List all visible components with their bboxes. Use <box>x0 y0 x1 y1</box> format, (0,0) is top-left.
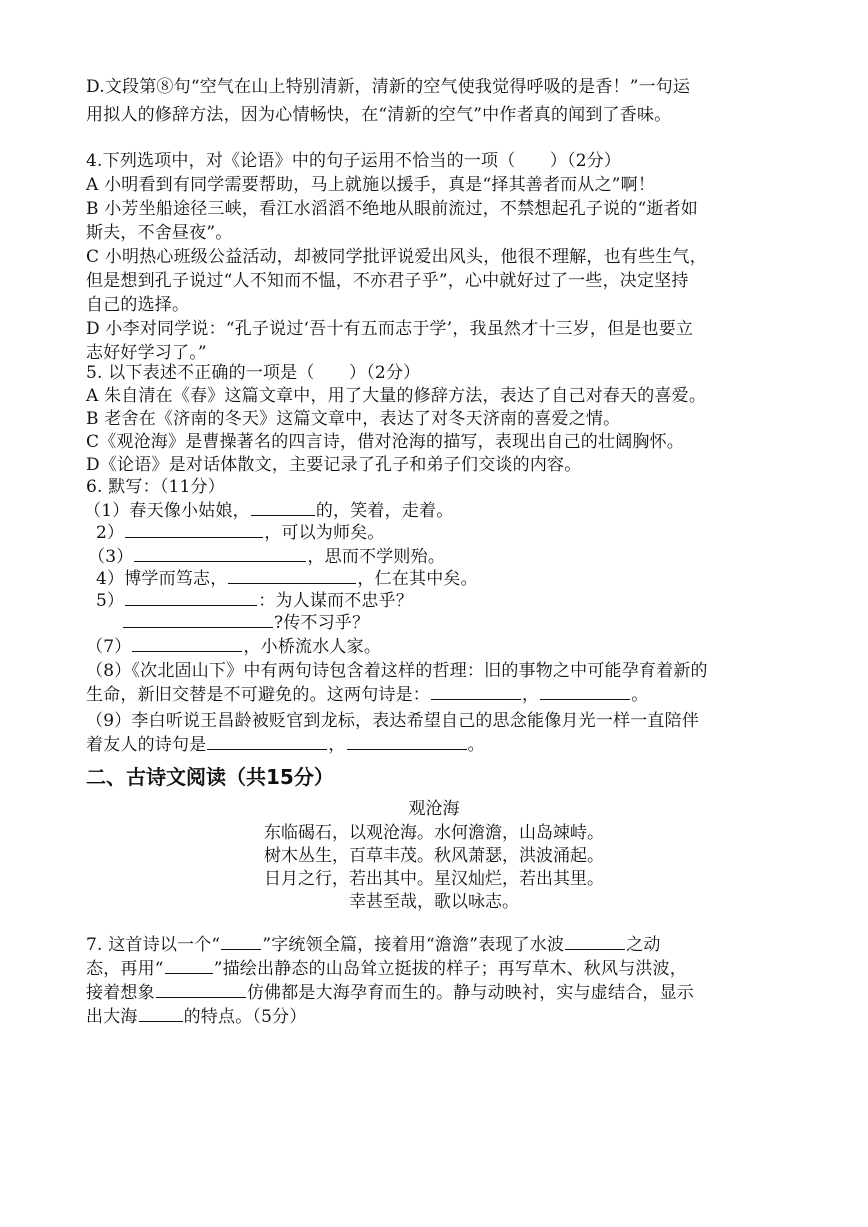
q6-item-1-blank[interactable] <box>251 500 315 516</box>
poem-line-3: 日月之行，若出其中。星汉灿烂，若出其里。 <box>264 869 604 889</box>
q5-option-b: B 老舍在《济南的冬天》这篇文章中，表达了对冬天济南的喜爱之情。 <box>86 409 621 429</box>
q6-item-5b <box>122 612 369 634</box>
q6-item-1-prefix: （1）春天像小姑娘， <box>84 501 250 521</box>
q6-item-9-blank-2[interactable] <box>347 734 467 750</box>
q6-item-4-prefix: 4）博学而笃志， <box>96 569 228 589</box>
q4-option-b-line2: 斯夫，不舍昼夜”。 <box>86 223 233 243</box>
q5-stem: 5. 以下表述不正确的一项是（ ）（2分） <box>86 363 421 383</box>
q6-item-9-line1: （9）李白听说王昌龄被贬官到龙标，表达希望自己的思念能像月光一样一直陪伴 <box>86 711 700 731</box>
q6-stem: 6. 默写：（11分） <box>86 477 225 497</box>
q6-item-8-sep: ， <box>522 685 540 705</box>
q6-item-7-blank[interactable] <box>132 636 242 652</box>
q6-item-9-blank-1[interactable] <box>207 734 327 750</box>
poem-line-2: 树木丛生，百草丰茂。秋风萧瑟，洪波涌起。 <box>264 846 604 866</box>
q4-option-d-line1: D 小李对同学说：“孔子说过‘吾十有五而志于学’，我虽然才十三岁，但是也要立 <box>86 319 694 339</box>
q7-line-4 <box>86 1006 307 1028</box>
q6-item-4-suffix: ，仁在其中矣。 <box>357 569 478 589</box>
section-2-title: 二、古诗文阅读（共15分） <box>86 765 334 789</box>
q4-option-c-line2: 但是想到孔子说过“人不知而不愠，不亦君子乎”，心中就好过了一些，决定坚持 <box>86 271 689 291</box>
poem-title: 观沧海 <box>408 799 460 819</box>
q6-item-5-suffix: ：为人谋而不忠乎？ <box>258 591 414 611</box>
q7-line-1-b: ”字统领全篇，接着用“澹澹”表现了水波 <box>262 935 565 955</box>
q6-item-4-blank[interactable] <box>228 568 356 584</box>
q4-option-d-line2: 志好好学习了。” <box>86 343 207 363</box>
q6-item-8-blank-1[interactable] <box>431 684 521 700</box>
q7-line-1-c: 之动 <box>626 935 661 955</box>
poem-line-4: 幸甚至哉，歌以咏志。 <box>349 892 519 912</box>
q5-option-c: C《观沧海》是曹操著名的四言诗，借对沧海的描写，表现出自己的壮阔胸怀。 <box>86 432 685 452</box>
q7-line-3-a: 接着想象 <box>86 983 155 1003</box>
q7-line-3-b: 仿佛都是大海孕育而生的。静与动映衬，实与虚结合，显示 <box>246 983 695 1003</box>
q6-item-2 <box>96 522 385 544</box>
q6-item-2-suffix: ，可以为师矣。 <box>264 523 385 543</box>
q7-line-4-a: 出大海 <box>86 1007 138 1027</box>
q6-item-8-blank-2[interactable] <box>540 684 630 700</box>
q3-option-d-line1: D.文段第⑧句“空气在山上特别清新，清新的空气使我觉得呼吸的是香！”一句运 <box>86 77 691 97</box>
q6-item-3-blank[interactable] <box>134 546 306 562</box>
q4-option-c-line3: 自己的选择。 <box>86 295 190 315</box>
poem-line-1: 东临碣石，以观沧海。水何澹澹，山岛竦峙。 <box>264 823 604 843</box>
q6-item-8-line2 <box>86 684 648 706</box>
q6-item-3-suffix: ，思而不学则殆。 <box>307 547 446 567</box>
q6-item-4 <box>96 568 478 590</box>
q7-blank-3[interactable] <box>165 958 213 974</box>
q4-option-c-line1: C 小明热心班级公益活动，却被同学批评说爱出风头，他很不理解，也有些生气， <box>86 247 707 267</box>
q6-item-7-prefix: （7） <box>86 637 132 657</box>
q7-line-2-b: ”描绘出静态的山岛耸立挺拔的样子；再写草木、秋风与洪波， <box>213 959 687 979</box>
q6-item-2-prefix: 2） <box>96 523 125 543</box>
q7-blank-1[interactable] <box>221 934 261 950</box>
q6-item-5b-suffix: ?传不习乎？ <box>274 613 370 633</box>
q3-option-d-line2: 用拟人的修辞方法，因为心情畅快，在“清新的空气”中作者真的闻到了香味。 <box>86 105 672 125</box>
q7-line-1-a: 7. 这首诗以一个“ <box>86 935 221 955</box>
q6-item-8-line1: （8）《次北固山下》中有两句诗包含着这样的哲理：旧的事物之中可能孕育着新的 <box>86 661 708 681</box>
q6-item-9-line2 <box>86 734 485 756</box>
q6-item-9-text: 着友人的诗句是 <box>86 735 207 755</box>
q5-option-d: D《论语》是对话体散文，主要记录了孔子和弟子们交谈的内容。 <box>86 455 582 475</box>
q4-stem: 4.下列选项中，对《论语》中的句子运用不恰当的一项（ ）（2分） <box>86 151 622 171</box>
q4-option-a: A 小明看到有同学需要帮助，马上就施以援手，真是“择其善者而从之”啊！ <box>86 175 656 195</box>
q6-item-5-blank[interactable] <box>125 590 257 606</box>
q6-item-8-end: 。 <box>631 685 649 705</box>
q7-line-2-a: 态，再用“ <box>86 959 164 979</box>
q7-blank-2[interactable] <box>565 934 625 950</box>
q6-item-7 <box>86 636 381 658</box>
q7-blank-4[interactable] <box>156 982 246 998</box>
q6-item-8-text: 生命，新旧交替是不可避免的。这两句诗是： <box>86 685 430 705</box>
q6-item-1 <box>84 500 453 522</box>
q5-option-a: A 朱自清在《春》这篇文章中，用了大量的修辞方法，表达了自己对春天的喜爱。 <box>86 386 707 406</box>
q6-item-2-blank[interactable] <box>125 522 263 538</box>
q6-item-5 <box>96 590 413 612</box>
q6-item-5b-blank[interactable] <box>123 612 273 628</box>
q7-line-3 <box>86 982 694 1004</box>
q6-item-3-prefix: （3） <box>88 547 134 567</box>
q6-item-1-suffix: 的，笑着，走着。 <box>315 501 454 521</box>
q6-item-3 <box>88 546 445 568</box>
q6-item-7-suffix: ，小桥流水人家。 <box>243 637 382 657</box>
q7-line-1 <box>86 934 661 956</box>
q7-blank-5[interactable] <box>139 1006 183 1022</box>
q6-item-9-sep: ， <box>328 735 346 755</box>
q7-line-2 <box>86 958 687 980</box>
q6-item-5-prefix: 5） <box>96 591 125 611</box>
q6-item-9-end: 。 <box>467 735 485 755</box>
q4-option-b-line1: B 小芳坐船途径三峡，看江水滔滔不绝地从眼前流过，不禁想起孔子说的“逝者如 <box>86 199 698 219</box>
q7-line-4-b: 的特点。（5分） <box>183 1007 307 1027</box>
